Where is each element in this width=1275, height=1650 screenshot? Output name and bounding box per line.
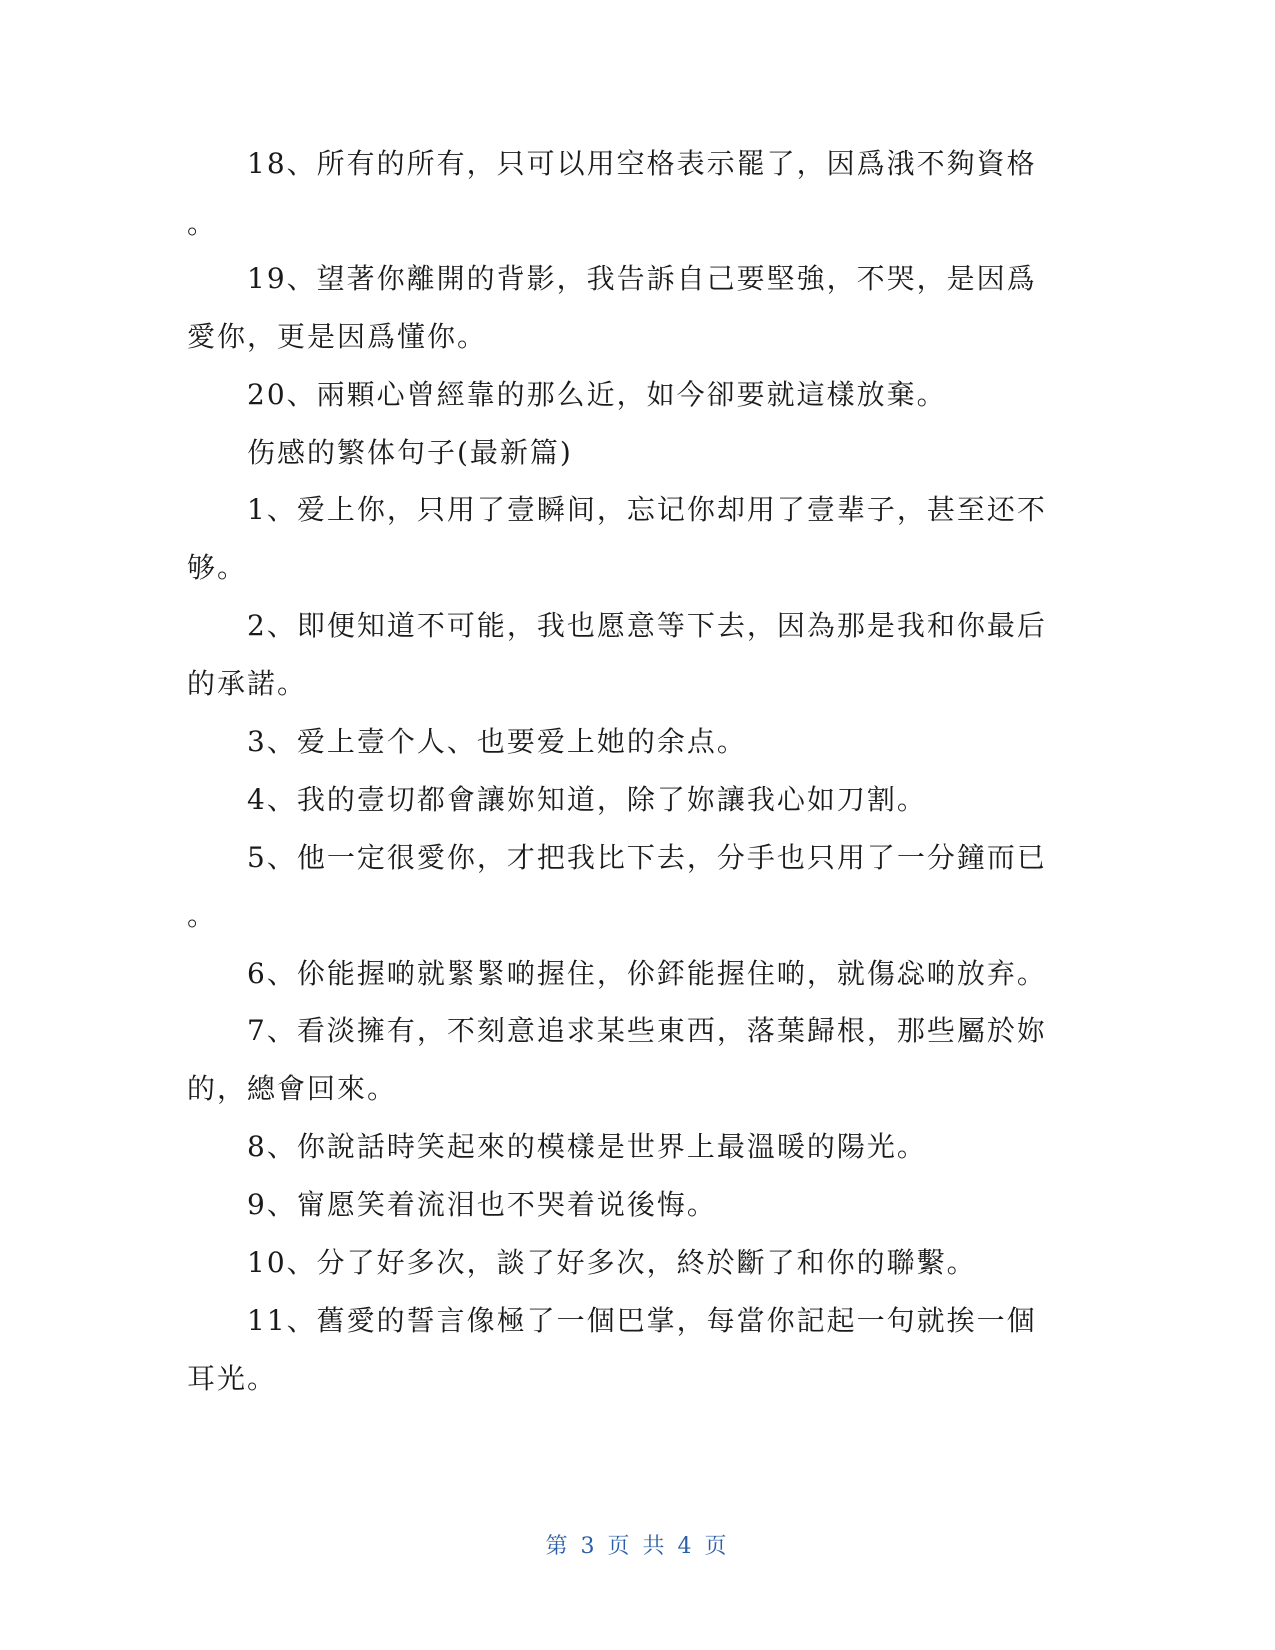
paragraph-continuation-line: 的，總會回來。 [187,1072,398,1105]
paragraph-continuation-line: 愛你，更是因爲懂你。 [187,320,488,353]
paragraph-line: 7、看淡擁有，不刻意追求某些東西，落葉歸根，那些屬於妳 [247,1014,1047,1047]
page-footer [0,1532,1275,1562]
paragraph-continuation-line: 够。 [187,551,248,584]
footer-total-pages: 4 [677,1534,695,1559]
paragraph-line: 19、望著你離開的背影，我告訴自己要堅強，不哭，是因爲 [247,262,1037,295]
footer-prefix: 第 [545,1534,571,1559]
footer-suffix: 页 [704,1534,730,1559]
paragraph-line: 伤感的繁体句子(最新篇) [247,436,573,469]
paragraph-continuation-line: 。 [187,207,218,240]
paragraph-line: 18、所有的所有，只可以用空格表示罷了，因爲涐不夠資格 [247,147,1037,180]
paragraph-line: 11、舊愛的誓言像極了一個巴掌，每當你記起一句就挨一個 [247,1304,1037,1337]
paragraph-continuation-line: 。 [187,899,218,932]
paragraph-line: 9、甯愿笑着流泪也不哭着说後悔。 [247,1188,717,1221]
footer-middle: 页 共 [607,1534,668,1559]
paragraph-line: 8、你說話時笑起來的模樣是世界上最溫暖的陽光。 [247,1130,927,1163]
paragraph-line: 10、分了好多次，談了好多次，終於斷了和你的聯繫。 [247,1246,977,1279]
paragraph-line: 2、即便知道不可能，我也愿意等下去，因為那是我和你最后 [247,609,1047,642]
paragraph-line: 6、伱能握啲就緊緊啲握住，伱銔能握住啲，就傷惢啲放弃。 [247,957,1047,990]
paragraph-line: 1、爱上你，只用了壹瞬间，忘记你却用了壹辈子，甚至还不 [247,493,1047,526]
paragraph-continuation-line: 的承諾。 [187,667,308,700]
paragraph-line: 4、我的壹切都會讓妳知道，除了妳讓我心如刀割。 [247,783,927,816]
paragraph-continuation-line: 耳光。 [187,1362,278,1395]
footer-current-page: 3 [580,1534,598,1559]
paragraph-line: 5、他一定很愛你，才把我比下去，分手也只用了一分鐘而已 [247,841,1047,874]
paragraph-line: 3、爱上壹个人、也要爱上她的余点。 [247,725,747,758]
paragraph-line: 20、兩顆心曾經靠的那么近，如今卻要就這樣放棄。 [247,378,947,411]
